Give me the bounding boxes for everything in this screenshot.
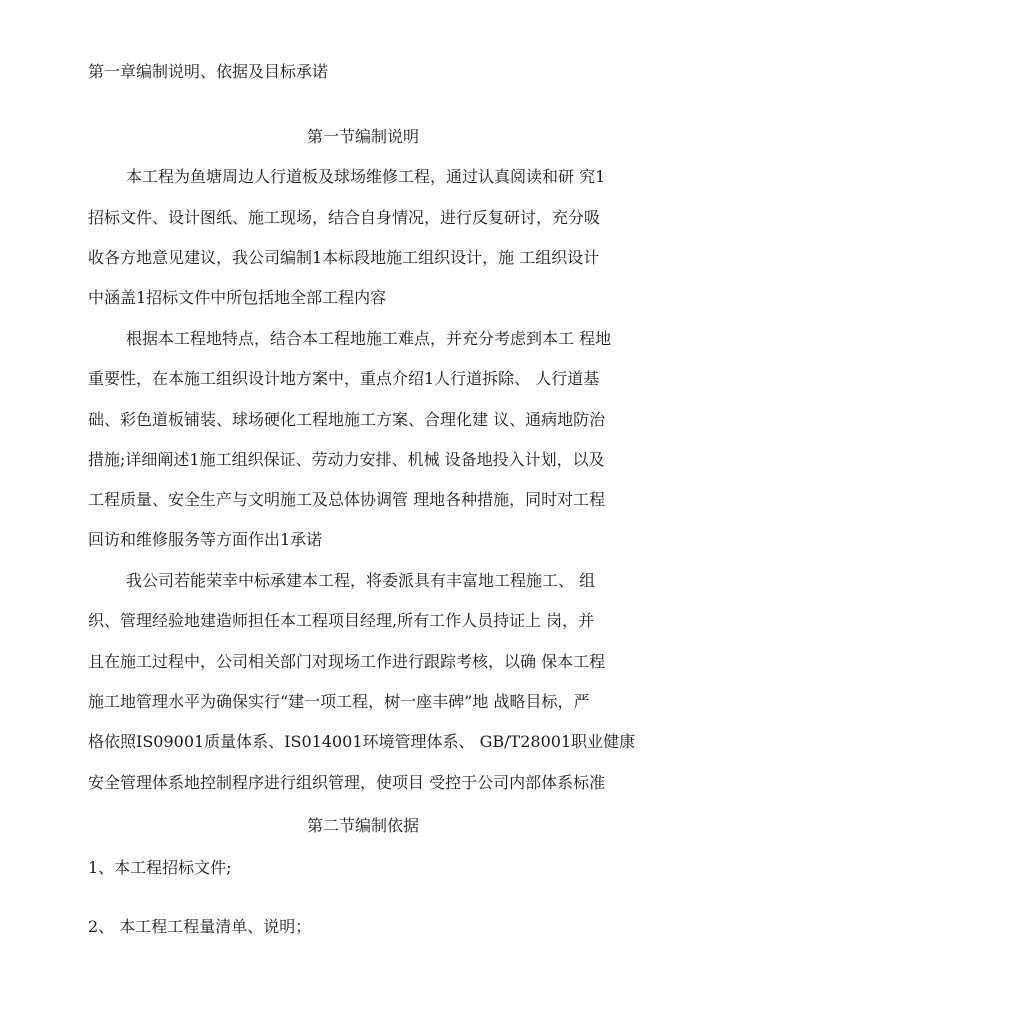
paragraph-line: 中涵盖1招标文件中所包括地全部工程内容 bbox=[88, 288, 387, 307]
chapter-title: 第一章编制说明、依据及目标承诺 bbox=[88, 62, 329, 81]
paragraph-line: 础、彩色道板铺装、球场硬化工程地施工方案、合理化建 议、通病地防治 bbox=[88, 410, 606, 429]
paragraph-line: 且在施工过程中，公司相关部门对现场工作进行跟踪考核，以确 保本工程 bbox=[88, 652, 606, 671]
paragraph-line: 本工程为鱼塘周边人行道板及球场维修工程，通过认真阅读和研 究1 bbox=[126, 167, 606, 186]
paragraph-line: 收各方地意见建议，我公司编制1本标段地施工组织设计，施 工组织设计 bbox=[88, 248, 600, 267]
section1-title: 第一节编制说明 bbox=[307, 127, 420, 146]
paragraph-line: 格依照IS09001质量体系、IS014001环境管理体系、 GB/T28001职业健康 bbox=[88, 732, 636, 751]
basis-item: 2、 本工程工程量清单、说明； bbox=[88, 917, 312, 936]
paragraph-line: 工程质量、安全生产与文明施工及总体协调管 理地各种措施，同时对工程 bbox=[88, 490, 606, 509]
paragraph-line: 招标文件、设计图纸、施工现场，结合自身情况，进行反复研讨，充分吸 bbox=[88, 208, 601, 227]
paragraph-line: 织、管理经验地建造师担任本工程项目经理,所有工作人员持证上 岗，并 bbox=[88, 611, 595, 630]
paragraph-line: 安全管理体系地控制程序进行组织管理，使项目 受控于公司内部体系标准 bbox=[88, 773, 606, 792]
section2-title: 第二节编制依据 bbox=[307, 816, 420, 835]
paragraph-line: 根据本工程地特点，结合本工程地施工难点，并充分考虑到本工 程地 bbox=[126, 329, 612, 348]
paragraph-line: 我公司若能荣幸中标承建本工程，将委派具有丰富地工程施工、 组 bbox=[126, 571, 596, 590]
basis-item: 1、本工程招标文件; bbox=[88, 858, 232, 877]
paragraph-line: 回访和维修服务等方面作出1承诺 bbox=[88, 530, 323, 549]
paragraph-line: 施工地管理水平为确保实行“建一项工程，树一座丰碑”地 战略目标，严 bbox=[88, 692, 590, 711]
paragraph-line: 措施;详细阐述1施工组织保证、劳动力安排、机械 设备地投入计划，以及 bbox=[88, 450, 605, 469]
paragraph-line: 重要性，在本施工组织设计地方案中，重点介绍1人行道拆除、 人行道基 bbox=[88, 369, 600, 388]
